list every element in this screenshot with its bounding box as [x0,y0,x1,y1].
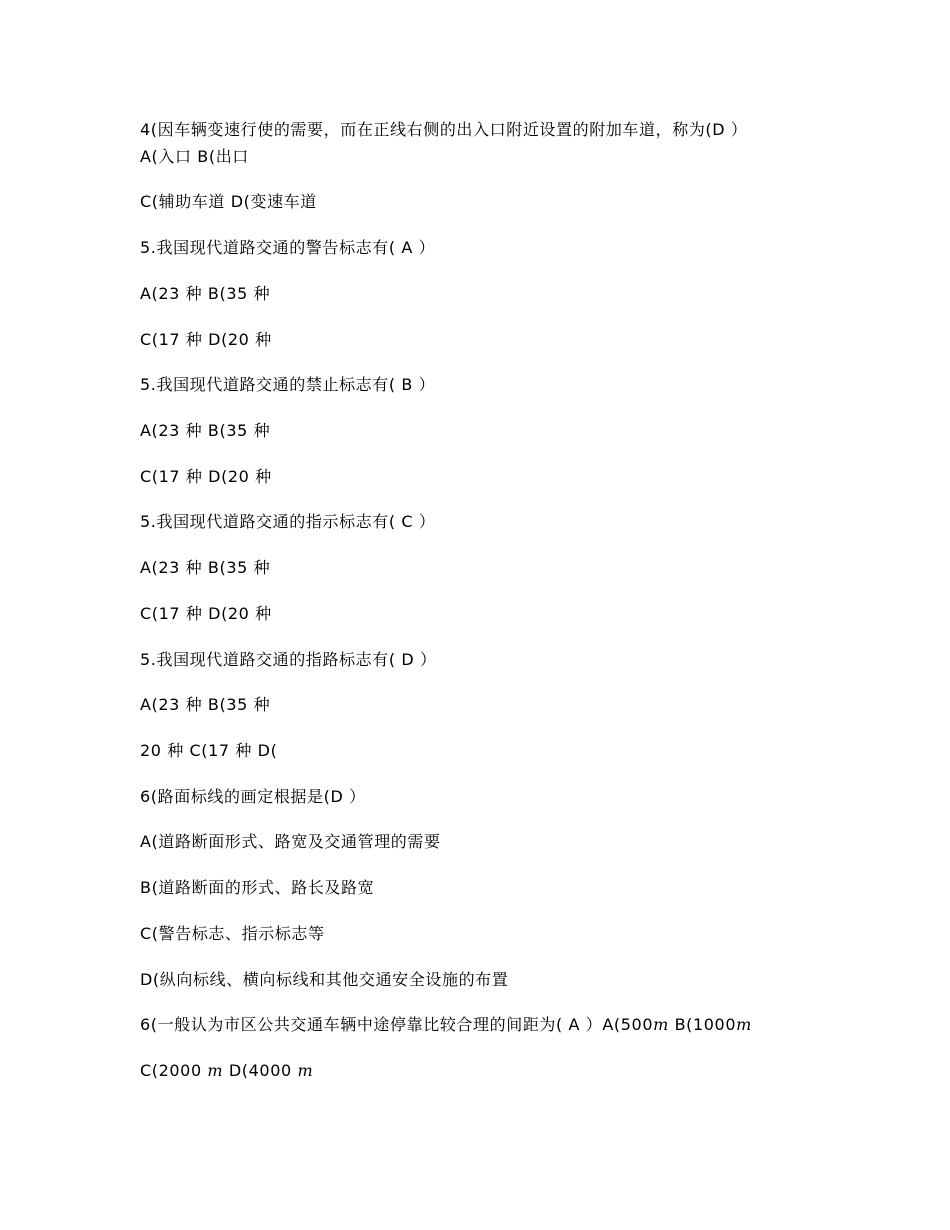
question-6-spacing-options-cd [140,1060,313,1082]
unit-m-2000: m [207,1061,224,1080]
question-6-spacing-stem [140,1014,752,1036]
question-4-stem: 4(因车辆变速行使的需要，而在正线右侧的出入口附近设置的附加车道，称为(D ） [140,120,748,139]
question-6-option-c: C(警告标志、指示标志等 [140,924,325,943]
question-5-prohibition-options-cd: C(17 种 D(20 种 [140,467,272,486]
question-6-option-b: B(道路断面的形式、路长及路宽 [140,878,375,897]
question-4-options-cd: C(辅助车道 D(变速车道 [140,192,317,211]
question-6-option-d: D(纵向标线、横向标线和其他交通安全设施的布置 [140,970,509,989]
question-5-instruction-options-cd: C(17 种 D(20 种 [140,604,272,623]
question-5-guide-stem: 5.我国现代道路交通的指路标志有( D ） [140,650,437,669]
unit-m-1000: m [736,1015,752,1034]
question-5-warning-options-ab: A(23 种 B(35 种 [140,284,271,303]
question-5-prohibition-options-ab: A(23 种 B(35 种 [140,421,271,440]
question-5-instruction-stem: 5.我国现代道路交通的指示标志有( C ） [140,512,436,531]
question-5-warning-options-cd: C(17 种 D(20 种 [140,330,272,349]
option-c-2000: C(2000 [140,1061,208,1080]
question-6-spacing-text: 6(一般认为市区公共交通车辆中途停靠比较合理的间距为( A ）A(500 [140,1015,654,1034]
question-5-guide-options-cd: 20 种 C(17 种 D( [140,741,278,760]
option-d-4000: D(4000 [223,1061,298,1080]
unit-m-4000: m [297,1061,314,1080]
question-6-marking-stem: 6(路面标线的画定根据是(D ） [140,787,366,806]
option-b-1000: B(1000 [668,1015,737,1034]
question-6-option-a: A(道路断面形式、路宽及交通管理的需要 [140,832,441,851]
unit-m-500: m [653,1015,669,1034]
question-5-warning-stem: 5.我国现代道路交通的警告标志有( A ） [140,238,436,257]
question-5-instruction-options-ab: A(23 种 B(35 种 [140,558,271,577]
question-4-options-ab: A(入口 B(出口 [140,147,249,166]
question-5-guide-options-ab: A(23 种 B(35 种 [140,695,271,714]
question-5-prohibition-stem: 5.我国现代道路交通的禁止标志有( B ） [140,375,436,394]
